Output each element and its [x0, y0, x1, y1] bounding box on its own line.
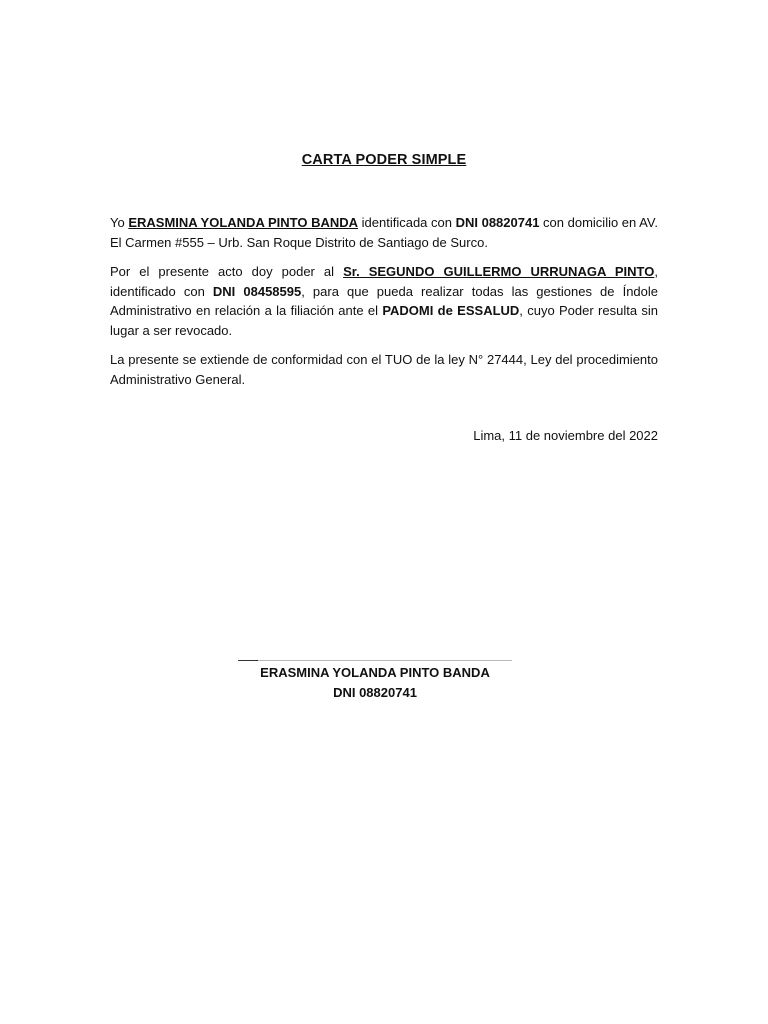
grantee-name: Sr. SEGUNDO GUILLERMO URRUNAGA PINTO — [343, 264, 655, 279]
paragraph-text: , para que pueda realizar todas las gestiones de Índole Administrativo en relación a la filiación ante el — [110, 283, 659, 318]
signature-line-mark — [238, 660, 258, 661]
paragraph-text: , identificado con — [110, 264, 658, 299]
signature-line — [238, 660, 512, 661]
signature-dni: DNI 08820741 — [333, 685, 417, 700]
grantee-dni: DNI 08458595 — [212, 283, 302, 299]
document-title: CARTA PODER SIMPLE — [301, 152, 467, 168]
grantor-name: ERASMINA YOLANDA PINTO BANDA — [128, 215, 359, 230]
paragraph-text: con domicilio en AV. El Carmen #555 – Urb. San Roque Distrito de Santiago de Surco. — [110, 215, 658, 250]
entity-name: PADOMI de ESSALUD — [382, 303, 520, 318]
document-body — [110, 213, 658, 399]
paragraph-text: , cuyo Poder resulta sin lugar a ser revocado. — [110, 303, 658, 338]
paragraph-text: identificada con — [358, 215, 456, 230]
grantor-dni: DNI 08820741 — [455, 215, 540, 230]
paragraph-text: Yo — [110, 215, 129, 230]
paragraph-text: Por el presente acto doy poder al — [110, 264, 344, 279]
paragraph-legal: La presente se extiende de conformidad con el TUO de la ley N° 27444, Ley del procedimiento Administrativo General. — [110, 352, 658, 387]
document-date: Lima, 11 de noviembre del 2022 — [473, 428, 658, 443]
paragraph-grant — [110, 262, 658, 340]
signature-name: ERASMINA YOLANDA PINTO BANDA — [260, 665, 490, 680]
paragraph-grantor — [110, 213, 658, 252]
